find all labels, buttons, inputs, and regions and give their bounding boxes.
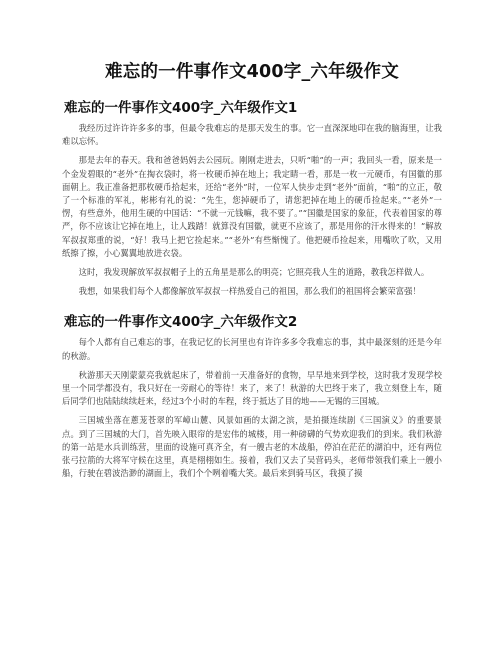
section-2-heading: 难忘的一件事作文400字_六年级作文2 (64, 314, 298, 331)
section-1-paragraph-2: 那是去年的春天。我和爸爸妈妈去公园玩。刚刚走进去，只听“啪”的一声；我回头一看，原来是一个金发碧眼的“老外”在掏衣袋时，将一枚硬币掉在地上；我定睛一看，那是一枚一元硬币，有国徽的那面朝上。我正准备把那枚硬币拾起来，还给“老外”时，一位军人快步走到“老外”面前，“啪”的立正，敬了一个标准的军礼，彬彬有礼的说：“先生，您掉硬币了，请您把掉在地上的硬币捡起来。”“老外”一愣，有些意外，他用生硬的中国话：“不就一元钱嘛，我不要了。”“国徽是国家的象征，代表着国家的尊严，你不应该让它掉在地上，让人践踏！就算没有国徽，就更不应该了，那是用你的汗水得来的！”解放军叔叔郑重的说，“好！我马上把它捡起来。”“老外”有些惭愧了。他把硬币捡起来，用嘴吹了吹，又用纸擦了擦，小心翼翼地放进衣袋。 (62, 155, 442, 258)
section-1-paragraph-4: 我想，如果我们每个人都像解放军叔叔一样热爱自己的祖国，那么我们的祖国将会繁荣富强！ (78, 286, 421, 297)
section-1-paragraph-1: 我经历过许许许多多的事，但最令我难忘的是那天发生的事。它一直深深地印在我的脑海里，让我难以忘怀。 (62, 123, 442, 147)
section-2-paragraph-1: 每个人都有自己难忘的事，在我记忆的长河里也有许许多多令我难忘的事，其中最深刻的还是今年的秋游。 (62, 337, 442, 361)
section-2-paragraph-2: 秋游那天天刚蒙蒙亮我就起床了，带着前一天准备好的食物，早早地来到学校，这时我才发现学校里一个同学都没有，我只好在一旁耐心的等待！来了，来了！秋游的大巴终于来了，我立刻登上车，随后同学们也陆陆续续赶来，经过3个小时的车程，终于抵达了目的地——无锡的三国城。 (62, 369, 442, 407)
section-2-paragraph-3: 三国城坐落在蔥茏苍翠的军嶂山麓、风景如画的太湖之滨，是拍摄连续剧《三国演义》的重要景点。到了三国城的大门，首先映入眼帘的是宏伟的城楼，用一种磅礴的气势欢迎我们的到来。我们秋游的第一站是水兵训练营，里面的设施可真齐全，有一艘古老的木战船，停泊在茫茫的湖泊中，还有两位张弓拉箭的大将军守候在这里，真是栩栩如生。接着，我们又去了吴营码头，老师带领我们乘上一艘小船，行驶在碧波浩渺的湖面上，我们个个咧着嘴大笑。最后来到骑马区，我摸了摸 (62, 415, 442, 479)
section-1-heading: 难忘的一件事作文400字_六年级作文1 (64, 100, 298, 116)
document-title: 难忘的一件事作文400字_六年级作文 (105, 62, 399, 82)
section-1-paragraph-3: 这时，我发现解放军叔叔帽子上的五角星是那么的明亮；它照亮我人生的道路，教我怎样做人。 (78, 267, 430, 278)
